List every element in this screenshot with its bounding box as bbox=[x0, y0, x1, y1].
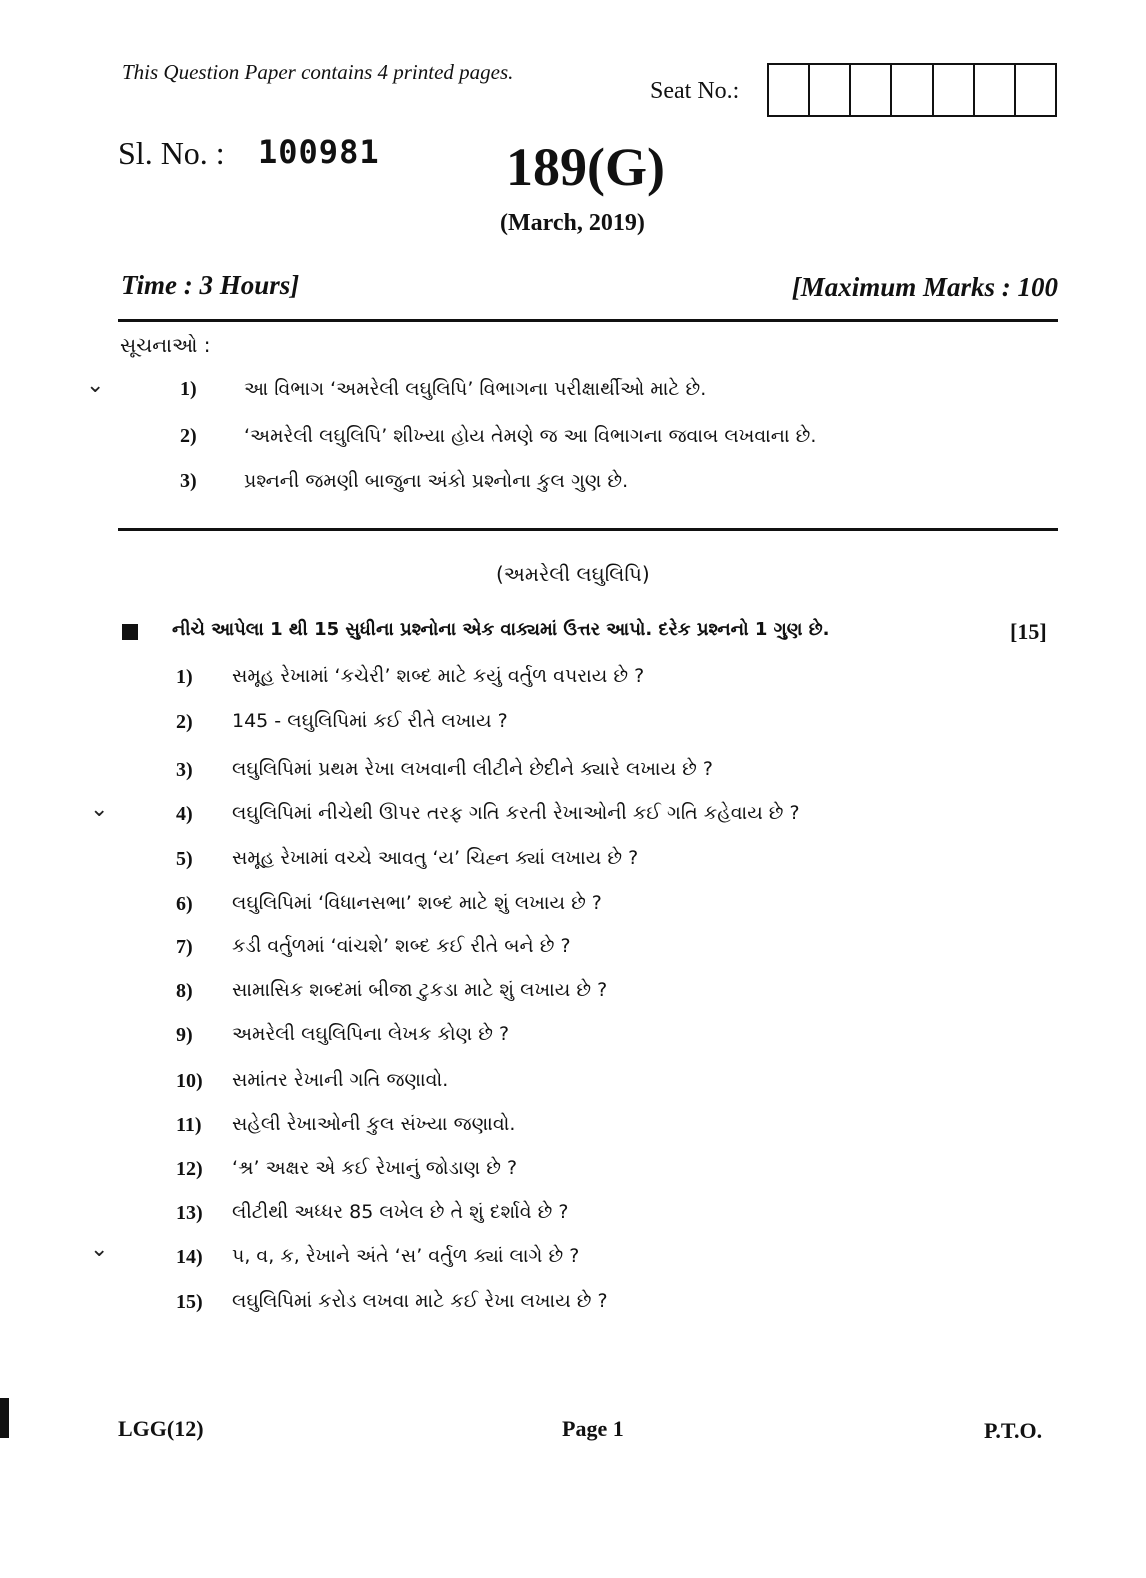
question-text: અમરેલી લઘુલિપિના લેખક કોણ છે ? bbox=[232, 1023, 510, 1045]
question-instruction: નીચે આપેલા 1 થી 15 સુધીના પ્રશ્નોના એક વાક્યમાં ઉત્તર આપો. દરેક પ્રશ્નનો 1 ગુણ છે. bbox=[172, 619, 830, 640]
question-text: 145 - લઘુલિપિમાં કઈ રીતે લખાય ? bbox=[232, 710, 508, 732]
section-marks: [15] bbox=[1010, 619, 1047, 644]
question-text: સમૂહ રેખામાં વચ્ચે આવતુ ‘ય’ ચિહ્ન ક્યાં લખાય છે ? bbox=[232, 847, 639, 869]
question-number: 3) bbox=[176, 759, 193, 781]
question-text: સહેલી રેખાઓની કુલ સંખ્યા જણાવો. bbox=[232, 1113, 516, 1135]
question-number: 10) bbox=[176, 1070, 203, 1092]
question-number: 7) bbox=[176, 936, 193, 958]
scan-edge-mark bbox=[0, 1398, 9, 1438]
question-text: સામાસિક શબ્દમાં બીજા ટુકડા માટે શું લખાય છે ? bbox=[232, 979, 608, 1001]
section-title: (અમરેલી લઘુલિપિ) bbox=[496, 562, 650, 586]
question-number: 13) bbox=[176, 1202, 203, 1224]
question-number: 1) bbox=[176, 666, 193, 688]
square-bullet-icon bbox=[122, 624, 138, 640]
tick-mark-icon: ⌄ bbox=[90, 796, 109, 821]
question-number: 11) bbox=[176, 1114, 202, 1136]
instruction-number: 2) bbox=[180, 425, 197, 447]
serial-number-value: 100981 bbox=[258, 133, 380, 171]
instruction-text: ‘અમરેલી લઘુલિપિ’ શીખ્યા હોય તેમણે જ આ વિભાગના જવાબ લખવાના છે. bbox=[244, 425, 817, 447]
question-number: 9) bbox=[176, 1024, 193, 1046]
seat-number-box bbox=[975, 65, 1016, 115]
seat-number-boxes bbox=[767, 63, 1057, 117]
instruction-text: પ્રશ્નની જમણી બાજુના અંકો પ્રશ્નોના કુલ ગુણ છે. bbox=[244, 470, 629, 492]
tick-mark-icon: ⌄ bbox=[86, 372, 105, 397]
seat-number-box bbox=[851, 65, 892, 115]
instruction-number: 3) bbox=[180, 470, 197, 492]
seat-number-box bbox=[810, 65, 851, 115]
question-number: 2) bbox=[176, 711, 193, 733]
paper-code: 189(G) bbox=[506, 137, 665, 197]
question-number: 8) bbox=[176, 980, 193, 1002]
seat-number-box bbox=[934, 65, 975, 115]
instruction-number: 1) bbox=[180, 378, 197, 400]
page-count-note: This Question Paper contains 4 printed pages. bbox=[122, 60, 514, 84]
serial-number-label: Sl. No. : bbox=[118, 135, 225, 171]
question-number: 12) bbox=[176, 1158, 203, 1180]
question-text: કડી વર્તુળમાં ‘વાંચશે’ શબ્દ કઈ રીતે બને છે ? bbox=[232, 935, 571, 957]
question-text: લઘુલિપિમાં ‘વિધાનસભા’ શબ્દ માટે શું લખાય છે ? bbox=[232, 892, 602, 914]
question-text: સમૂહ રેખામાં ‘કચેરી’ શબ્દ માટે કયું વર્તુળ વપરાય છે ? bbox=[232, 665, 645, 687]
question-number: 4) bbox=[176, 803, 193, 825]
page-number: Page 1 bbox=[562, 1416, 624, 1441]
exam-date: (March, 2019) bbox=[500, 210, 645, 236]
question-text: લઘુલિપિમાં પ્રથમ રેખા લખવાની લીટીને છેદીને ક્યારે લખાય છે ? bbox=[232, 758, 713, 780]
please-turn-over: P.T.O. bbox=[984, 1418, 1043, 1443]
question-text: લઘુલિપિમાં કરોડ લખવા માટે કઈ રેખા લખાય છે ? bbox=[232, 1290, 608, 1312]
tick-mark-icon: ⌄ bbox=[90, 1236, 109, 1261]
question-text: લીટીથી અધ્ધર 85 લખેલ છે તે શું દર્શાવે છે ? bbox=[232, 1201, 569, 1223]
question-text: સમાંતર રેખાની ગતિ જણાવો. bbox=[232, 1069, 449, 1091]
question-text: પ, વ, ક, રેખાને અંતે ‘સ’ વર્તુળ ક્યાં લાગે છે ? bbox=[232, 1245, 580, 1267]
footer-paper-code: LGG(12) bbox=[118, 1416, 204, 1441]
question-text: લઘુલિપિમાં નીચેથી ઊપર તરફ ગતિ કરતી રેખાઓની કઈ ગતિ કહેવાય છે ? bbox=[232, 802, 800, 824]
maximum-marks: [Maximum Marks : 100 bbox=[791, 272, 1058, 302]
header-divider bbox=[118, 319, 1058, 322]
exam-duration: Time : 3 Hours] bbox=[121, 270, 300, 300]
seat-number-box bbox=[1016, 65, 1055, 115]
instruction-text: આ વિભાગ ‘અમરેલી લઘુલિપિ’ વિભાગના પરીક્ષાર્થીઓ માટે છે. bbox=[244, 378, 707, 400]
question-text: ‘શ્ર’ અક્ષર એ કઈ રેખાનું જોડાણ છે ? bbox=[232, 1157, 518, 1179]
question-number: 5) bbox=[176, 848, 193, 870]
seat-number-box bbox=[769, 65, 810, 115]
instructions-divider bbox=[118, 528, 1058, 531]
question-number: 6) bbox=[176, 893, 193, 915]
seat-number-label: Seat No.: bbox=[650, 78, 740, 104]
question-number: 14) bbox=[176, 1246, 203, 1268]
instructions-title: સૂચનાઓ : bbox=[120, 333, 211, 357]
seat-number-box bbox=[892, 65, 933, 115]
question-number: 15) bbox=[176, 1291, 203, 1313]
